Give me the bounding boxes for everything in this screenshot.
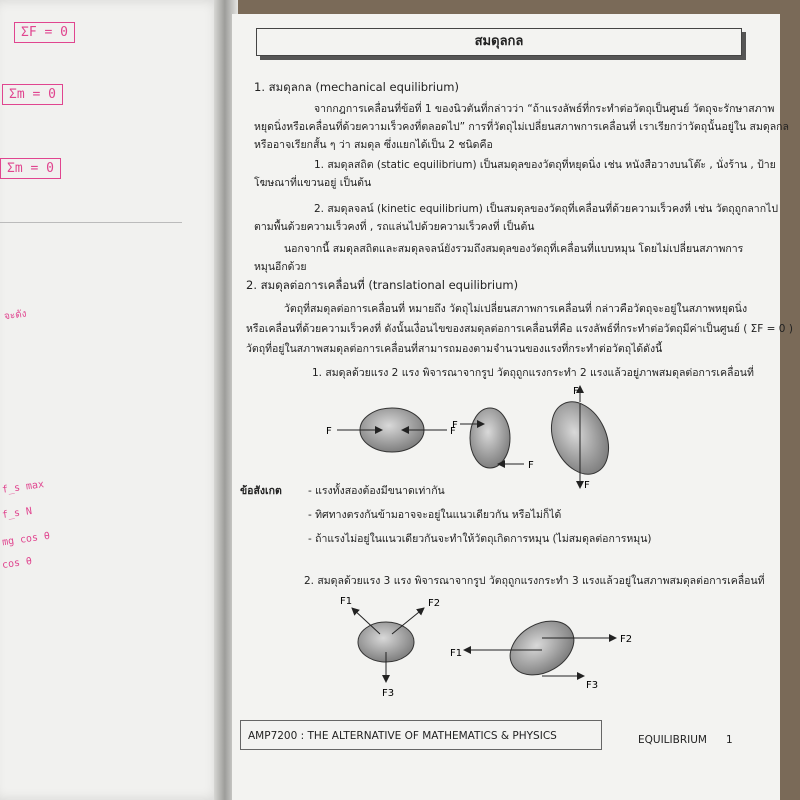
handwritten-scribble: f_s max	[1, 479, 45, 496]
footer-section: EQUILIBRIUM	[638, 734, 707, 746]
heading-mechanical-equilibrium: 1. สมดุลกล (mechanical equilibrium)	[254, 80, 459, 94]
force-label: F3	[382, 688, 395, 699]
handwritten-note: Σm = 0	[2, 84, 63, 105]
left-page	[0, 0, 222, 800]
force-label: F3	[586, 680, 599, 691]
handwritten-note: ΣF = 0	[14, 22, 75, 43]
paragraph-line: หมุนอีกด้วย	[254, 261, 307, 273]
force-label: F2	[428, 598, 441, 609]
paragraph-line: วัตถุที่อยู่ในสภาพสมดุลต่อการเคลื่อนที่สามารถมองตามจำนวนของแรงที่กระทำต่อวัตถุได้ดังนี้	[246, 343, 663, 355]
kinetic-equilibrium-item: 2. สมดุลจลน์ (kinetic equilibrium) เป็นสมดุลของวัตถุที่เคลื่อนที่ด้วยความเร็วคงที่ เช่น วัตถุถูกลากไป	[314, 203, 779, 215]
force-label: F2	[620, 634, 633, 645]
force-label: F	[528, 460, 534, 471]
page-number: 1	[726, 734, 733, 746]
paragraph-line: หรือเคลื่อนที่ด้วยความเร็วคงที่ ดังนั้นเงื่อนไขของสมดุลต่อการเคลื่อนที่คือ แรงลัพธ์ที่กระทำต่อวัตถุมีค่าเป็นศูนย์ ( ΣF = 0 )	[246, 323, 793, 335]
heading-translational-equilibrium: 2. สมดุลต่อการเคลื่อนที่ (translational equilibrium)	[246, 278, 519, 292]
paragraph-line: โฆษณาที่แขวนอยู่ เป็นต้น	[254, 177, 372, 189]
section-title: สมดุลกล	[256, 28, 742, 56]
static-equilibrium-item: 1. สมดุลสถิต (static equilibrium) เป็นสมดุลของวัตถุที่หยุดนิ่ง เช่น หนังสือวางบนโต๊ะ , นั่งร้าน , ป้าย	[314, 159, 776, 171]
force-label: F	[450, 426, 456, 437]
note-item: - ถ้าแรงไม่อยู่ในแนวเดียวกันจะทำให้วัตถุเกิดการหมุน (ไม่สมดุลต่อการหมุน)	[308, 533, 652, 545]
body-ellipse	[470, 408, 510, 468]
two-force-case: 1. สมดุลด้วยแรง 2 แรง พิจารณาจากรูป วัตถุถูกแรงกระทำ 2 แรงแล้วอยู่ภาพสมดุลต่อการเคลื่อนที่	[312, 367, 754, 379]
handwritten-scribble: mg cos θ	[1, 530, 51, 549]
force-label: F	[584, 480, 590, 491]
force-label: F	[452, 420, 458, 431]
handwritten-scribble: f_s N	[1, 505, 33, 522]
note-item: - แรงทั้งสองต้องมีขนาดเท่ากัน	[308, 485, 445, 497]
body-ellipse	[501, 610, 584, 686]
force-label: F1	[340, 596, 353, 607]
paragraph-line: จากกฎการเคลื่อนที่ข้อที่ 1 ของนิวตันที่กล่าวว่า “ถ้าแรงลัพธ์ที่กระทำต่อวัตถุเป็นศูนย์ วัตถุจะรักษาสภาพ	[314, 103, 775, 115]
page-rule	[0, 222, 182, 223]
paragraph-line: วัตถุที่สมดุลต่อการเคลื่อนที่ หมายถึง วัตถุไม่เปลี่ยนสภาพการเคลื่อนที่ กล่าวคือวัตถุจะอยู่ในสภาพหยุดนิ่ง	[284, 303, 748, 315]
paragraph-line: นอกจากนี้ สมดุลสถิตและสมดุลจลน์ยังรวมถึงสมดุลของวัตถุที่เคลื่อนที่แบบหมุน โดยไม่เปลี่ยนสภาพการ	[284, 243, 744, 255]
handwritten-scribble: จะดัง	[3, 308, 28, 323]
force-label: F1	[450, 648, 463, 659]
paragraph-line: ตามพื้นด้วยความเร็วคงที่ , รถแล่นไปด้วยความเร็วคงที่ เป็นต้น	[254, 221, 535, 233]
note-label: ข้อสังเกต	[240, 485, 282, 497]
note-item: - ทิศทางตรงกันข้ามอาจจะอยู่ในแนวเดียวกัน หรือไม่ก็ได้	[308, 509, 562, 521]
paragraph-line: หยุดนิ่งหรือเคลื่อนที่ด้วยความเร็วคงที่ตลอดไป” การที่วัตถุไม่เปลี่ยนสภาพการเคลื่อนที่ เราเรียกว่าวัตถุนั้นอยู่ใน สมดุลกล	[254, 121, 789, 133]
force-label: F	[573, 386, 579, 397]
two-force-diagram	[322, 382, 762, 492]
footer-title: AMP7200 : THE ALTERNATIVE OF MATHEMATICS & PHYSICS	[248, 730, 557, 742]
three-force-case: 2. สมดุลด้วยแรง 3 แรง พิจารณาจากรูป วัตถุถูกแรงกระทำ 3 แรงแล้วอยู่ในสภาพสมดุลต่อการเคลื่อนที่	[304, 575, 765, 587]
paragraph-line: หรืออาจเรียกสั้น ๆ ว่า สมดุล ซึ่งแยกได้เป็น 2 ชนิดคือ	[254, 139, 493, 151]
handwritten-note: Σm = 0	[0, 158, 61, 179]
handwritten-scribble: cos θ	[1, 555, 33, 572]
right-page	[232, 14, 793, 800]
force-label: F	[326, 426, 332, 437]
three-force-diagram	[312, 594, 732, 704]
